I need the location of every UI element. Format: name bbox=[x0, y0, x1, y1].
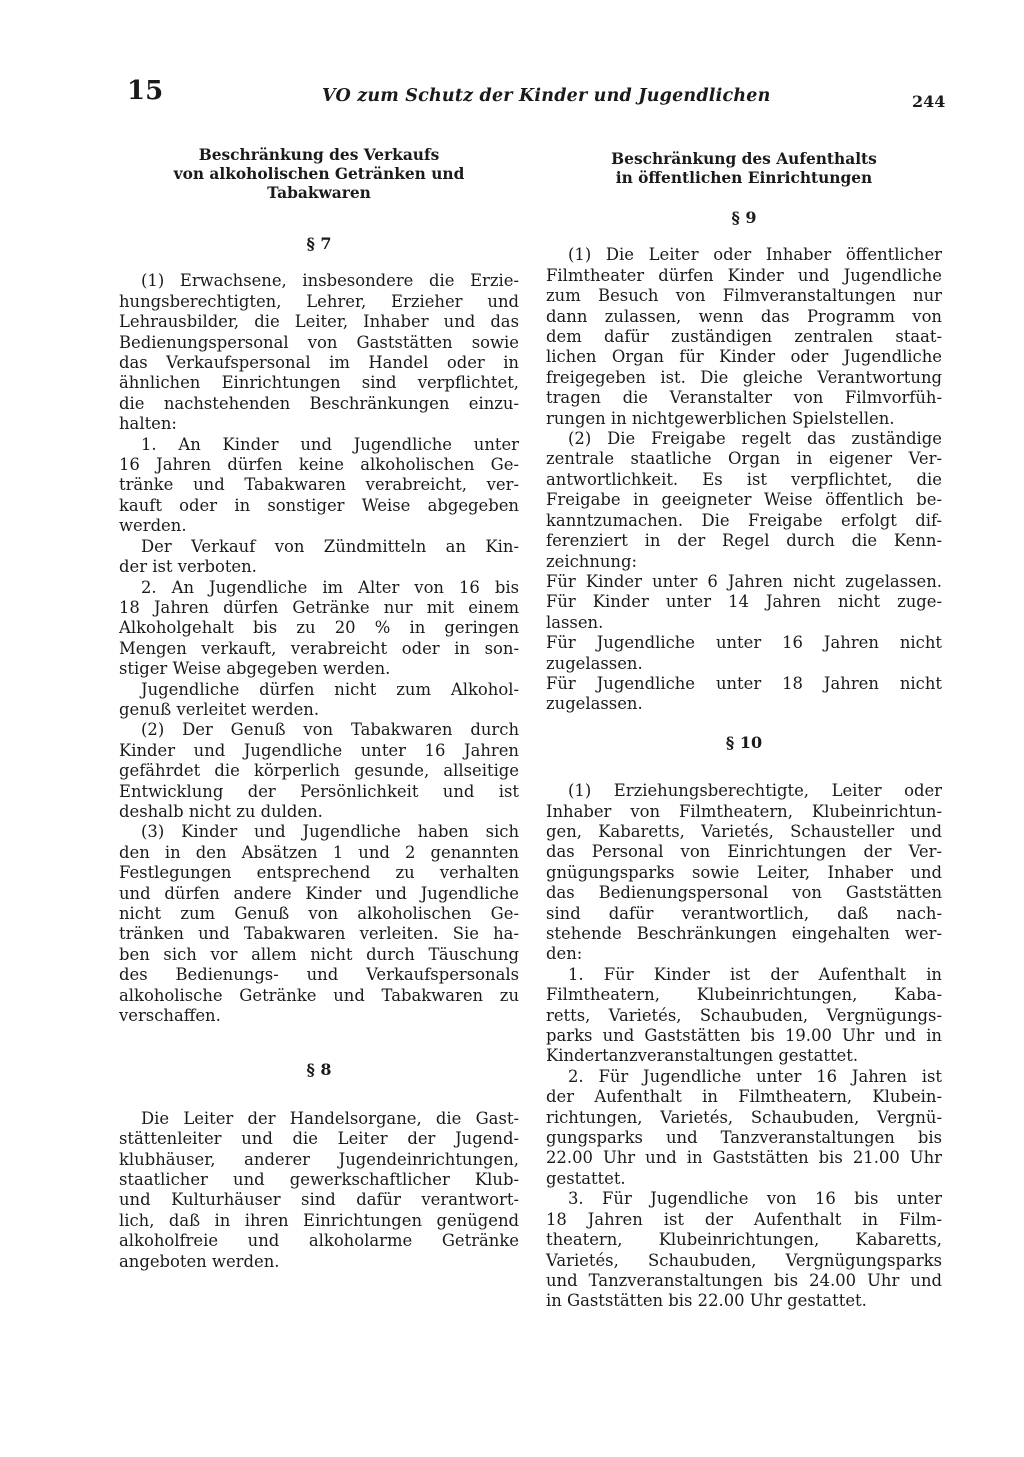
text-line: zentrale staatliche Organ in eigener Ver- bbox=[546, 449, 942, 469]
text-line: alkoholische Getränke und Tabakwaren zu bbox=[119, 985, 519, 1005]
text-line: stättenleiter und die Leiter der Jugend- bbox=[119, 1129, 519, 1149]
text-line: parks und Gaststätten bis 19.00 Uhr und in bbox=[546, 1026, 942, 1046]
text-line: Der Verkauf von Zündmitteln an Kin- bbox=[141, 536, 519, 556]
paragraph-10-body bbox=[546, 781, 942, 1312]
text-line: Freigabe in geeigneter Weise öffentlich be- bbox=[546, 490, 942, 510]
text-line: ben sich vor allem nicht durch Täuschung bbox=[119, 944, 519, 964]
text-line: 1. Für Kinder ist der Aufenthalt in bbox=[568, 964, 942, 984]
text-line: Alkoholgehalt bis zu 20 % in geringen bbox=[119, 618, 519, 638]
text-line: und Kulturhäuser sind dafür verantwort- bbox=[119, 1190, 519, 1210]
text-line: deshalb nicht zu dulden. bbox=[119, 801, 323, 821]
text-line: nicht zum Genuß von alkoholischen Ge- bbox=[119, 904, 519, 923]
folio-number: 244 bbox=[912, 92, 946, 111]
text-line: das Bedienungspersonal von Gaststätten bbox=[546, 883, 942, 903]
text-line: stehende Beschränkungen eingehalten wer- bbox=[546, 924, 942, 943]
text-line: das Personal von Einrichtungen der Ver- bbox=[546, 842, 942, 862]
text-line: Filmtheater dürfen Kinder und Jugendliche bbox=[546, 265, 942, 285]
text-line: kanntzumachen. Die Freigabe erfolgt dif- bbox=[546, 510, 942, 530]
text-line: (3) Kinder und Jugendliche haben sich bbox=[141, 822, 519, 842]
text-line: theatern, Klubeinrichtungen, Kabaretts, bbox=[546, 1230, 942, 1250]
text-line: ferenziert in der Regel durch die Kenn- bbox=[546, 531, 942, 551]
page-number: 15 bbox=[127, 76, 164, 106]
text-line: gefährdet die körperlich gesunde, allseitige bbox=[119, 761, 519, 781]
text-line: Für Kinder unter 14 Jahren nicht zuge- bbox=[546, 592, 942, 612]
text-line: verschaffen. bbox=[119, 1006, 221, 1026]
text-line: 3. Für Jugendliche von 16 bis unter bbox=[568, 1189, 942, 1209]
paragraph-7-title: § 7 bbox=[306, 234, 332, 253]
text-line: werden. bbox=[119, 516, 187, 536]
paragraph-9-body bbox=[546, 245, 942, 714]
text-line: freigegeben ist. Die gleiche Verantwortung bbox=[546, 367, 942, 387]
text-line: Lehrausbilder, die Leiter, Inhaber und das bbox=[119, 312, 519, 332]
text-line: hungsberechtigten, Lehrer, Erzieher und bbox=[119, 291, 519, 311]
text-line: gen, Kabaretts, Varietés, Schausteller und bbox=[546, 821, 942, 841]
text-line: (1) Erziehungsberechtigte, Leiter oder bbox=[568, 781, 942, 801]
text-line: 2. Für Jugendliche unter 16 Jahren ist bbox=[568, 1066, 942, 1086]
text-line: halten: bbox=[119, 414, 177, 434]
text-line: Für Jugendliche unter 18 Jahren nicht bbox=[546, 673, 942, 693]
text-line: rungen in nichtgewerblichen Spielstellen. bbox=[546, 408, 895, 428]
text-line: zugelassen. bbox=[546, 653, 643, 673]
text-line: 18 Jahren dürfen Getränke nur mit einem bbox=[119, 597, 519, 617]
text-line: Kinder und Jugendliche unter 16 Jahren bbox=[119, 740, 519, 760]
text-line: Bedienungspersonal von Gaststätten sowie bbox=[119, 332, 519, 352]
text-line: Varietés, Schaubuden, Vergnügungsparks bbox=[546, 1250, 942, 1270]
text-line: zugelassen. bbox=[546, 694, 643, 714]
text-line: der Aufenthalt in Filmtheatern, Klubein- bbox=[546, 1087, 942, 1107]
text-line: (2) Der Genuß von Tabakwaren durch bbox=[141, 720, 519, 740]
text-line: kauft oder in sonstiger Weise abgegeben bbox=[119, 495, 519, 515]
text-line: tränken und Tabakwaren verleiten. Sie ha- bbox=[119, 924, 519, 944]
text-line: klubhäuser, anderer Jugendeinrichtungen, bbox=[119, 1149, 519, 1169]
text-line: 22.00 Uhr und in Gaststätten bis 21.00 Uhr bbox=[546, 1148, 942, 1168]
right-column bbox=[546, 150, 942, 1312]
text-line: ähnlichen Einrichtungen sind verpflichtet, bbox=[119, 373, 519, 393]
text-line: 16 Jahren dürfen keine alkoholischen Ge- bbox=[119, 455, 519, 475]
text-line: (1) Die Leiter oder Inhaber öffentlicher bbox=[568, 245, 942, 265]
text-line: (1) Erwachsene, insbesondere die Erzie- bbox=[141, 271, 519, 291]
text-line: retts, Varietés, Schaubuden, Vergnügungs- bbox=[546, 1005, 942, 1025]
text-line: gnügungsparks sowie Leiter, Inhaber und bbox=[546, 862, 942, 882]
text-line: 1. An Kinder und Jugendliche unter bbox=[141, 434, 519, 454]
text-line: antwortlichkeit. Es ist verpflichtet, die bbox=[546, 469, 942, 489]
text-line: Festlegungen entsprechend zu verhalten bbox=[119, 863, 519, 883]
paragraph-9-title: § 9 bbox=[731, 208, 757, 227]
paragraph-10-title: § 10 bbox=[725, 732, 763, 752]
text-line: Filmtheatern, Klubeinrichtungen, Kaba- bbox=[546, 985, 942, 1005]
text-line: 18 Jahren ist der Aufenthalt in Film- bbox=[546, 1209, 942, 1229]
text-line: genuß verleitet werden. bbox=[119, 699, 320, 719]
text-line: Jugendliche dürfen nicht zum Alkohol- bbox=[141, 679, 519, 699]
heading-line: Beschränkung des Verkaufs bbox=[198, 146, 440, 164]
heading-line: in öffentlichen Einrichtungen bbox=[615, 169, 873, 187]
text-line: 2. An Jugendliche im Alter von 16 bis bbox=[141, 577, 519, 597]
text-line: dem dafür zuständigen zentralen staat- bbox=[546, 327, 942, 347]
text-line: Entwicklung der Persönlichkeit und ist bbox=[119, 781, 519, 801]
text-line: lassen. bbox=[546, 612, 604, 632]
section-heading-public-places bbox=[546, 150, 942, 188]
text-line: zum Besuch von Filmveranstaltungen nur bbox=[546, 286, 942, 306]
heading-line: Tabakwaren bbox=[267, 184, 371, 202]
text-line: sind dafür verantwortlich, daß nach- bbox=[546, 903, 942, 923]
text-line: gungsparks und Tanzveranstaltungen bis bbox=[546, 1128, 942, 1148]
text-line: des Bedienungs- und Verkaufspersonals bbox=[119, 965, 519, 985]
text-line: dann zulassen, wenn das Programm von bbox=[546, 306, 942, 326]
running-title: VO zum Schutz der Kinder und Jugendlichen bbox=[322, 86, 771, 106]
heading-line: Beschränkung des Aufenthalts bbox=[611, 150, 877, 168]
left-column bbox=[119, 146, 519, 1272]
text-line: der ist verboten. bbox=[119, 557, 257, 577]
text-line: Mengen verkauft, verabreicht oder in son- bbox=[119, 638, 519, 658]
paragraph-7-body bbox=[119, 271, 519, 1026]
text-line: das Verkaufspersonal im Handel oder in bbox=[119, 353, 519, 373]
text-line: lichen Organ für Kinder oder Jugendliche bbox=[546, 347, 942, 367]
paragraph-8-body bbox=[119, 1109, 519, 1272]
text-line: Für Kinder unter 6 Jahren nicht zugelassen. bbox=[546, 571, 942, 591]
text-line: tragen die Veranstalter von Filmvorfüh- bbox=[546, 388, 942, 408]
text-line: Die Leiter der Handelsorgane, die Gast- bbox=[141, 1108, 519, 1128]
text-line: richtungen, Varietés, Schaubuden, Vergnü- bbox=[546, 1107, 942, 1127]
text-line: (2) Die Freigabe regelt das zuständige bbox=[568, 429, 942, 449]
text-line: in Gaststätten bis 22.00 Uhr gestattet. bbox=[546, 1291, 867, 1311]
text-line: den in den Absätzen 1 und 2 genannten bbox=[119, 842, 519, 862]
text-line: die nachstehenden Beschränkungen einzu- bbox=[119, 393, 519, 413]
text-line: Für Jugendliche unter 16 Jahren nicht bbox=[546, 633, 942, 653]
text-line: tränke und Tabakwaren verabreicht, ver- bbox=[119, 475, 519, 495]
text-line: zeichnung: bbox=[546, 551, 637, 571]
heading-line: von alkoholischen Getränken und bbox=[173, 165, 465, 183]
text-line: lich, daß in ihren Einrichtungen genügend bbox=[119, 1210, 519, 1230]
text-line: stiger Weise abgegeben werden. bbox=[119, 659, 391, 679]
text-line: den: bbox=[546, 944, 583, 964]
text-line: und Tanzveranstaltungen bis 24.00 Uhr und bbox=[546, 1270, 942, 1290]
text-line: staatlicher und gewerkschaftlicher Klub- bbox=[119, 1170, 519, 1190]
text-line: Inhaber von Filmtheatern, Klubeinrichtun- bbox=[546, 801, 942, 821]
paragraph-8-title: § 8 bbox=[306, 1060, 332, 1080]
text-line: gestattet. bbox=[546, 1168, 626, 1188]
text-line: und dürfen andere Kinder und Jugendliche bbox=[119, 883, 519, 903]
text-line: alkoholfreie und alkoholarme Getränke bbox=[119, 1231, 519, 1251]
text-line: angeboten werden. bbox=[119, 1251, 280, 1271]
text-line: Kindertanzveranstaltungen gestattet. bbox=[546, 1046, 859, 1066]
section-heading-alcohol-tobacco bbox=[119, 146, 519, 203]
